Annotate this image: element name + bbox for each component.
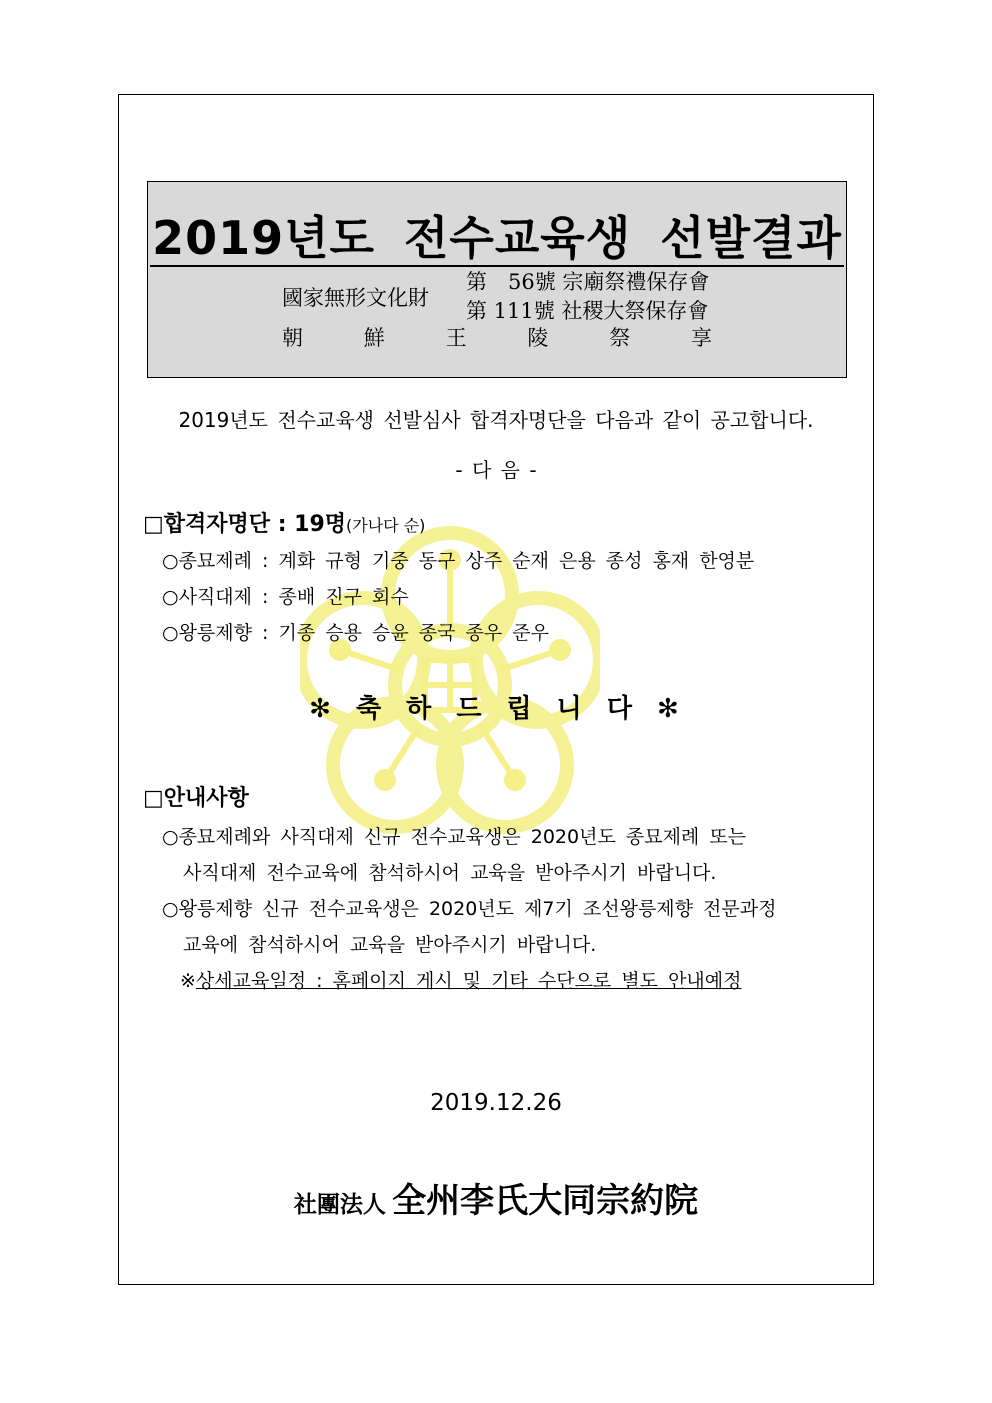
org-line-1: 第 56號 宗廟祭禮保存會 [466,270,710,294]
guide-note [180,966,742,993]
notice-date: 2019.12.26 [430,1090,562,1116]
passers-heading-text: □합격자명단 : 19명 [143,512,347,537]
guide-line: 교육에 참석하시어 교육을 받아주시기 바랍니다. [183,934,597,956]
page-title: 2019년도 전수교육생 선발결과 [152,211,842,265]
chosun-royal-tomb-label [282,322,712,352]
guide-note-text: 상세교육일정 : 홈페이지 게시 및 기타 수단으로 별도 안내예정 [195,970,742,992]
guide-line: ○왕릉제향 신규 전수교육생은 2020년도 제7기 조선왕릉제향 전문과정 [162,898,777,920]
title-box [147,181,847,378]
chosun-char: 享 [690,326,712,350]
passers-heading [143,507,425,538]
announcement: 2019년도 전수교육생 선발심사 합격자명단을 다음과 같이 공고합니다. [178,408,814,432]
passer-list-item: ○왕릉제향 : 기종 승용 승윤 종국 종우 준우 [162,622,549,644]
chosun-char: 祭 [609,326,631,350]
passer-list-item: ○종묘제례 : 계화 규형 기중 동구 상주 순재 은용 종성 홍재 한영분 [162,550,755,572]
issuer-name: 全州李氏大同宗約院 [392,1181,699,1221]
passer-list-item: ○사직대제 : 종배 진구 회수 [162,586,409,608]
daum-separator: - 다 음 - [455,458,537,482]
org-label: 國家無形文化財 [282,286,429,310]
issuer [0,1173,992,1222]
note-mark: ※ [180,970,196,992]
chosun-char: 鮮 [363,326,385,350]
congrats-message: ✻ 축 하 드 립 니 다 ✻ [309,694,683,724]
guide-heading: □안내사항 [143,786,249,811]
guide-line: ○종묘제례와 사직대제 신규 전수교육생은 2020년도 종묘제례 또는 [162,826,747,848]
chosun-char: 陵 [527,326,549,350]
issuer-type: 社團法人 [293,1191,386,1218]
passers-heading-note: (가나다 순) [346,516,426,535]
guide-line: 사직대제 전수교육에 참석하시어 교육을 받아주시기 바랍니다. [183,862,717,884]
chosun-char: 朝 [282,326,303,350]
chosun-char: 王 [445,326,467,350]
org-line-2: 第 111號 社稷大祭保存會 [466,299,709,323]
